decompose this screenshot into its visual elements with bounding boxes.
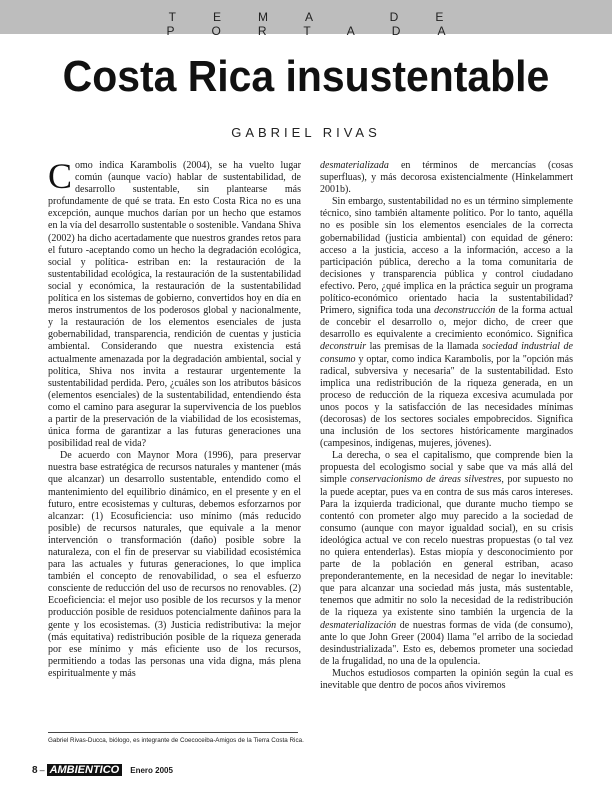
emphasis: conservacionismo de áreas silvestres: [350, 474, 502, 486]
right-column: [320, 160, 573, 692]
section-banner: [0, 0, 612, 38]
paragraph-text: Sin embargo, sustentabilidad no es un término simplemente técnico, sino también altamente político. Por lo tanto, aquélla no es posible sin los elementos esenciales de la correcta gobernabilidad (justicia ambiental) con equidad de género: acceso a la justicia, acceso a la información, acceso a la participación pública, derecho a la toma comunitaria de decisiones y transparencia pública y control ciudadano efectivo. Pero, ¿qué implica en la práctica seguir un programa político-económico orientado hacia la sustentabilidad? Primero, significa toda una: [320, 196, 573, 317]
paragraph-text: en términos de mercancías (cosas superfluas), y más decorosa existencialmente (Hinkelammert 2001b).: [320, 160, 573, 196]
paragraph-text: de la forma actual de concebir el desarrollo o, mejor dicho, de creer que desarrollo es equivalente a crecimiento económico. Significa: [320, 305, 573, 341]
left-column: [48, 156, 301, 680]
paragraph-text: las premisas de la llamada: [366, 341, 483, 353]
paragraph: [320, 196, 573, 450]
article-title: Costa Rica insustentable: [62, 52, 550, 101]
paragraph-text: La derecha, o sea el capitalismo, que comprende bien la propuesta del ecologismo social y sabe que va más allá del simple: [320, 450, 573, 486]
emphasis: desmaterializada: [320, 160, 389, 171]
page-footer: [32, 763, 173, 777]
emphasis: deconstrucción: [434, 305, 496, 317]
paragraph-text: omo indica Karambolis (2004), se ha vuelto lugar común (aunque vacío) hablar de sustentabilidad, de desarrollo sustentable, sin plantearse más profundamente de qué se trata. En esto Costa Rica no es una excepción, aunque muchos darían por un hecho que estamos en la vía del desarrollo sustentable o sostenible. Vandana Shiva (2002) ha dicho acertadamente que nuestros grandes retos para el futuro -aceptando como un hecho la degradación ecológica, social y política- estriban en: la restauración de la sustentabilidad ecológica, la restauración de la sustentabilidad social y económica, la restauración de la sustentabilidad política en los sistemas de gobierno, convertidos hoy en día en meros instrumentos de los poderosos global y nacionalmente, y la restauración de los elementos esenciales de justa gobernabilidad, transparencia, rendición de cuentas y justicia ambiental. Considerando que nuestra existencia está actualmente amenazada por la degradación ambiental, social y política, Shiva nos invita a restaurar urgentemente la sustentabilidad perdida. Pero, ¿cuáles son los atributos básicos (elementos esenciales) de la sustentabilidad, entendiendo ésta como el camino para asegurar la supervivencia de los pueblos a partir de la preservación de la viabilidad de los ecosistemas, única forma de garantizar a las futuras generaciones una posibilidad real de vida?: [48, 160, 301, 450]
paragraph: [320, 450, 573, 668]
emphasis: deconstruir: [320, 341, 367, 353]
emphasis: desmaterialización: [320, 619, 397, 631]
article-author: GABRIEL RIVAS: [231, 125, 381, 140]
paragraph-text: , por supuesto no la puede aceptar, pues va en contra de sus más caros intereses. Para la izquierda tradicional, que durante mucho tiempo se contentó con prometer algo muy parecido a la sociedad de consumo (aunque con mayor igualdad social), en su crisis ideológica actual ve con recelo nuestras propuestas (o tal vez no quiera entenderlas). Estas miopía y desconocimiento por parte de la población en general estriban, acaso preponderantemente, en la necesidad de negar lo inevitable: que para alcanzar una sociedad más justa, más sustentable, tenemos que admitir no solo la necesidad de la redistribución de la riqueza ya existente sino también la urgencia de la: [320, 474, 573, 619]
issue-date: Enero 2005: [130, 765, 173, 775]
footer-dash: –: [39, 765, 45, 775]
page-number: 8: [32, 764, 38, 776]
magazine-logo: AMBIENTICO: [47, 764, 123, 776]
footnote: Gabriel Rivas-Ducca, biólogo, es integrante de Coecoceiba-Amigos de la Tierra Costa Rica.: [48, 737, 304, 744]
paragraph-text: y optar, como indica Karambolis, por la "opción más radical, subversiva y necesaria" de la sustentabilidad. Esto implica una redistribución de la riqueza generada, en un proceso de reducción de la riqueza excesiva acumulada por unos pocos y la satisfacción de las necesidades mínimas (decorosas) de los sectores sociales empobrecidos. Significa una inclusión de los sectores históricamente marginados (campesinos, indígenas, mujeres, jóvenes).: [320, 353, 573, 450]
paragraph: De acuerdo con Maynor Mora (1996), para preservar nuestra base estratégica de recursos naturales y mantener (más que alcanzar) un desarrollo sustentable, entendido como el mantenimiento del equilibrio dinámico, en el presente y en el futuro, entre ecosistemas y culturas, debemos esforzarnos por alcanzar: (1) Ecosuficiencia: uso mínimo (más reducido posible) de recursos naturales, que equivale a la menor intervención o transformación (daño) posible sobre la naturaleza, con el fin de preservar su viabilidad ecosistémica para las actuales y futuras generaciones, lo que implica también el concepto de renovabilidad, o sea el esfuerzo consciente de reducción del uso de recursos no renovables. (2) Ecoeficiencia: el mejor uso posible de los recursos y la menor producción posible de residuos potencialmente dañinos para la gente y los ecosistemas. (3) Justicia redistributiva: la mejor (más equitativa) redistribución posible de la riqueza generada por ese mínimo y más eficiente uso de los recursos, permitiendo a todas las personas una vida digna, más plena espiritualmente y más: [48, 450, 301, 679]
paragraph-text: de nuestras formas de vida (de consumo), ante lo que John Greer (2004) llama "el arribo de la sociedad desindustrializada". Esto es, debemos prometer una sociedad de la frugalidad, no una de la opulencia.: [320, 619, 573, 667]
paragraph: Muchos estudiosos comparten la opinión según la cual es inevitable que dentro de pocos años viviremos: [320, 667, 573, 692]
emphasis: sociedad industrial de consumo: [320, 341, 573, 365]
drop-cap: C: [48, 156, 73, 196]
footnote-divider: [48, 732, 298, 733]
section-label: TEMA DE PORTADA: [166, 10, 483, 38]
paragraph: [48, 156, 301, 450]
paragraph: [320, 160, 573, 196]
